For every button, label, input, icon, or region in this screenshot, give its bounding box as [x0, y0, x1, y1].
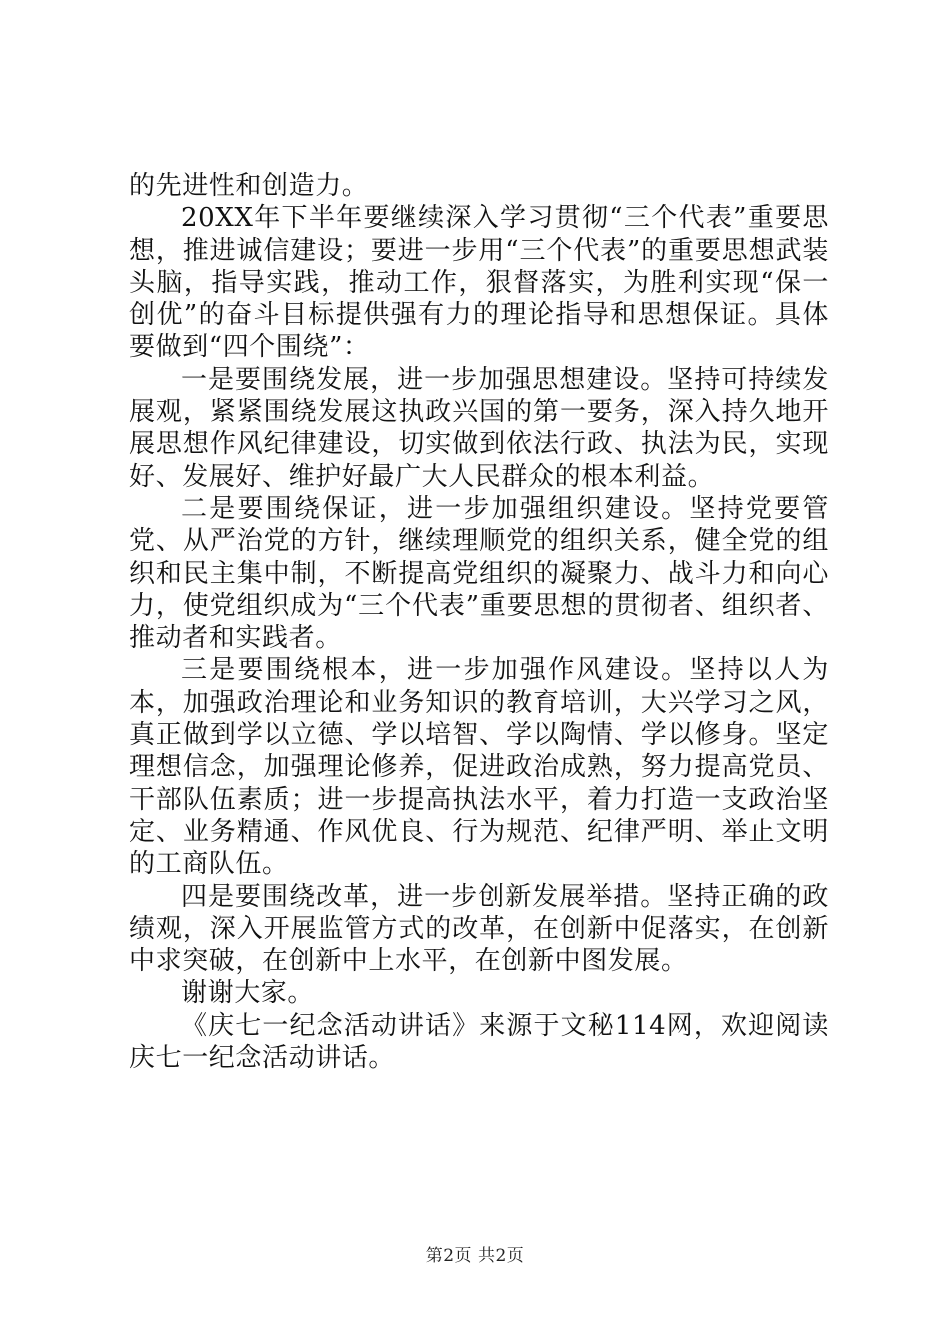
- paragraph-point-two: 二是要围绕保证，进一步加强组织建设。坚持党要管党、从严治党的方针，继续理顺党的组织关系，健全党的组织和民主集中制，不断提高党组织的凝聚力、战斗力和向心力，使党组织成为“三个代表”重要思想的贯彻者、组织者、推动者和实践者。: [129, 493, 829, 654]
- paragraph-point-one: 一是要围绕发展，进一步加强思想建设。坚持可持续发展观，紧紧围绕发展这执政兴国的第一要务，深入持久地开展思想作风纪律建设，切实做到依法行政、执法为民，实现好、发展好、维护好最广大人民群众的根本利益。: [129, 364, 829, 492]
- paragraph-continuation: 的先进性和创造力。: [129, 171, 369, 201]
- paragraph-point-three: 三是要围绕根本，进一步加强作风建设。坚持以人为本，加强政治理论和业务知识的教育培训，大兴学习之风，真正做到学以立德、学以培智、学以陶情、学以修身。坚定理想信念，加强理论修养，促进政治成熟，努力提高党员、干部队伍素质；进一步提高执法水平，着力打造一支政治坚定、业务精通、作风优良、行为规范、纪律严明、举止文明的工商队伍。: [129, 655, 829, 880]
- paragraph-point-four: 四是要围绕改革，进一步创新发展举措。坚持正确的政绩观，深入开展监管方式的改革，在创新中促落实，在创新中求突破，在创新中上水平，在创新中图发展。: [129, 881, 829, 977]
- paragraph-intro: 20XX年下半年要继续深入学习贯彻“三个代表”重要思想，推进诚信建设；要进一步用“三个代表”的重要思想武装头脑，指导实践，推动工作，狠督落实，为胜利实现“保一创优”的奋斗目标提供强有力的理论指导和思想保证。具体要做到“四个围绕”：: [129, 203, 829, 363]
- paragraph-thanks: 谢谢大家。: [181, 978, 315, 1009]
- document-body: [129, 170, 829, 1074]
- paragraph-source-note: 《庆七一纪念活动讲话》来源于文秘114网，欢迎阅读庆七一纪念活动讲话。: [129, 1010, 829, 1074]
- page-number-footer: 第2页 共2页: [425, 1246, 525, 1266]
